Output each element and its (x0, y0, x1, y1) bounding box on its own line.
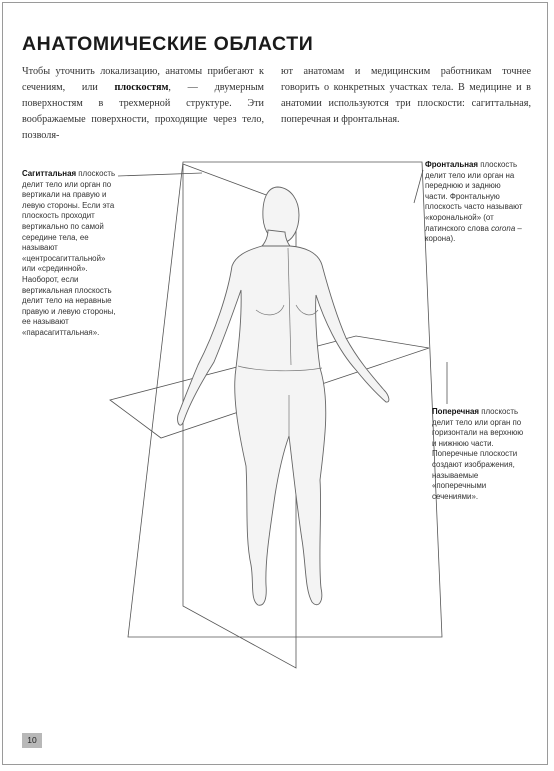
intro-left-part2: , — двумерным поверхностям в трехмерной структуре. Эти воображаемые поверхности, проходящие через тело, позволя- (22, 82, 264, 141)
transverse-term: Поперечная (432, 407, 479, 416)
page-title: АНАТОМИЧЕСКИЕ ОБЛАСТИ (22, 33, 314, 55)
frontal-description-part1: плоскость делит тело или орган на переднюю и заднюю части. Фронтальную плоскость часто называют «корональной» (от латинского слова (425, 160, 523, 233)
sagittal-term: Сагиттальная (22, 169, 77, 178)
intro-left-part1: Чтобы уточнить локализацию, анатомы прибегают к сечениям, или (22, 66, 264, 93)
intro-left-bold-term: плоскостям (114, 82, 169, 93)
intro-text-right: ют анатомам и медицинским работникам точнее говорить о конкретных участках тела. В медицине и в анатомии используются три плоскости: сагиттальная, поперечная и фронтальная. (281, 66, 531, 125)
page-number: 10 (22, 733, 42, 748)
frontal-caption (425, 160, 525, 245)
sagittal-caption (22, 169, 118, 339)
frontal-term: Фронтальная (425, 160, 479, 169)
frontal-latin-word: corona (491, 223, 516, 233)
sagittal-leader-line (118, 173, 202, 176)
transverse-caption (432, 407, 524, 502)
frontal-leader-line (414, 170, 423, 203)
transverse-description: плоскость делит тело или орган по горизонтали на верхнюю и нижнюю части. Поперечные плоскости создают изображения, называемые «поперечными сечениями». (432, 407, 524, 501)
sagittal-description: плоскость делит тело или орган по вертикали на правую и левую стороны. Если эта плоскость проходит вертикально по самой середине тела, ее называют «центросагиттальной» или «срединной». Наоборот, если вертикальная плоскость делит тело на неравные правую и левую стороны, ее называют «парасагиттальная». (22, 169, 116, 337)
frontal-description-part2: – корона). (425, 223, 522, 244)
human-figure (178, 187, 389, 605)
